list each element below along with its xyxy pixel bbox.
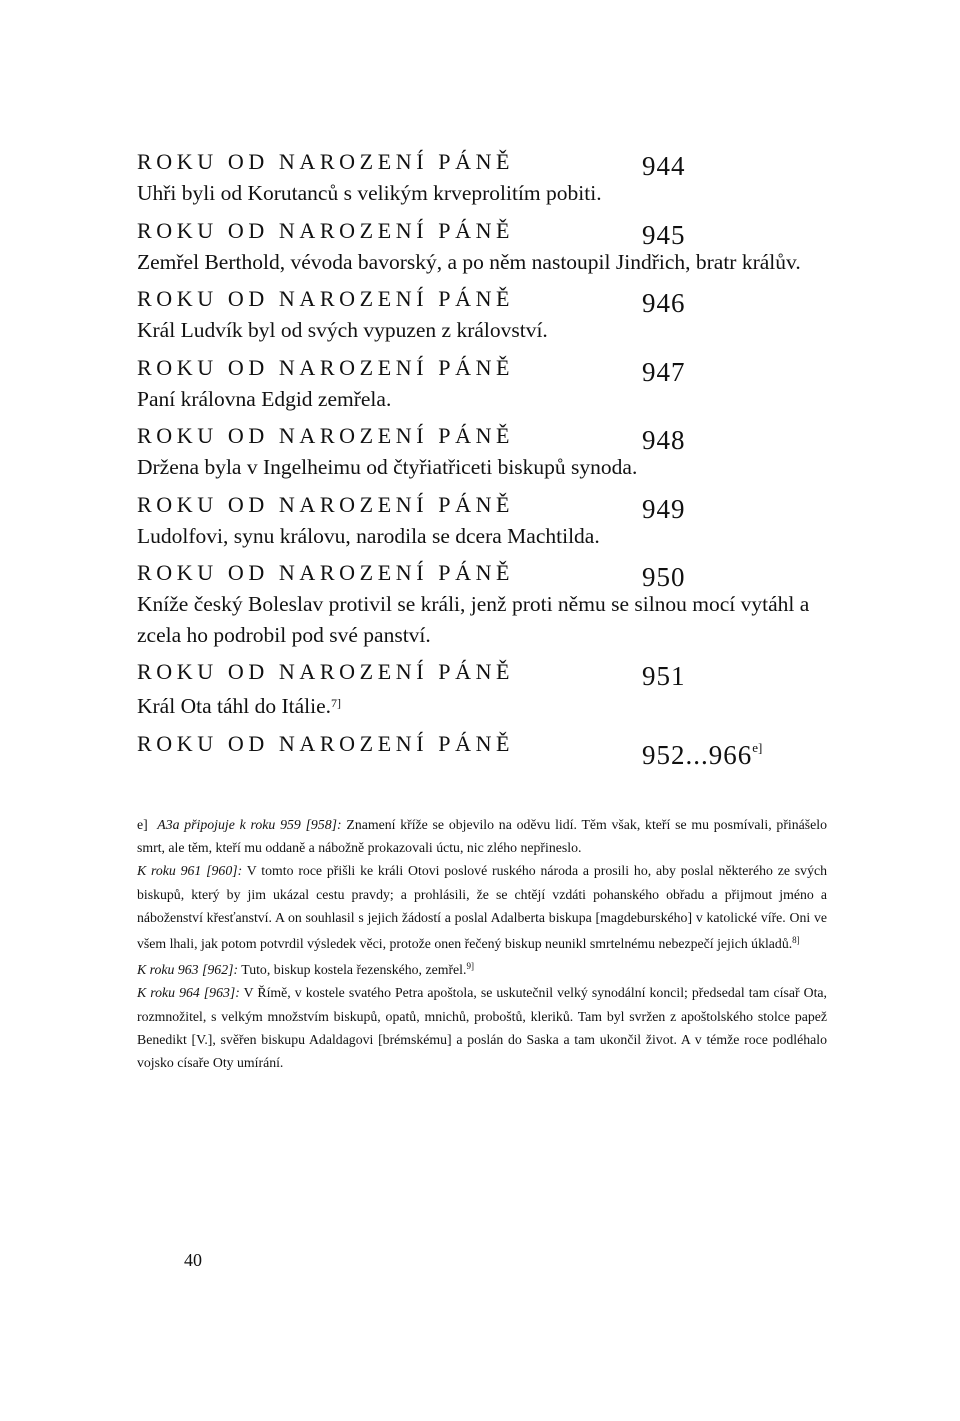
entry-945 <box>137 211 837 278</box>
heading-label: ROKU OD NAROZENÍ PÁNĚ <box>137 730 515 756</box>
entry-year: 950 <box>642 562 686 592</box>
entry-text: Kníže český Boleslav protivil se králi, jenž proti němu se silnou mocí vytáhl a zcela ho podrobil pod své panství. <box>137 592 810 647</box>
heading-label: ROKU OD NAROZENÍ PÁNĚ <box>137 560 515 585</box>
entry-heading <box>137 142 837 182</box>
entry-heading <box>137 652 837 692</box>
footnote-intro: K roku 961 [960]: <box>137 863 243 879</box>
footnote-963 <box>137 955 827 981</box>
footnote-ref: 9] <box>466 961 474 972</box>
entry-year: 949 <box>642 493 686 524</box>
entry-947 <box>137 348 837 415</box>
entry-949 <box>137 485 837 552</box>
footnote-e <box>137 813 827 859</box>
footnote-body: V tomto roce přišli ke králi Otovi poslové ruského národa a prosili ho, aby poslal některého ze svých biskupů, který by jim ukázal cestu pravdy; a prohlásili, že se chtějí vzdáti pohanského obřadu a přijmout jméno a náboženství křesťanství. A on souhlasil s jejich žádostí a poslal Adalberta biskupa [magdeburského] v katolické víře. Oni ve všem lhali, jak potom potvrdil výsledek věci, protože onen řečený biskup neunikl smrtelnému nebezpečí jejich úkladů. <box>137 863 827 952</box>
footnote-intro: K roku 964 [963]: <box>137 985 240 1001</box>
entry-952-966 <box>137 724 837 770</box>
entry-951 <box>137 652 837 722</box>
footnote-intro: K roku 963 [962]: <box>137 962 239 978</box>
entry-text: Držena byla v Ingelheimu od čtyřiatřiceti biskupů synoda. <box>137 455 638 479</box>
entry-year: 951 <box>642 661 686 691</box>
heading-label: ROKU OD NAROZENÍ PÁNĚ <box>137 354 515 380</box>
chronicle-entries <box>137 142 837 770</box>
page-number: 40 <box>184 1250 202 1270</box>
entry-year: 947 <box>642 356 686 387</box>
entry-year: $952...966^{e]}$ <box>642 739 763 770</box>
entry-year: 945 <box>642 219 686 250</box>
entry-year: 946 <box>642 288 686 318</box>
entry-heading <box>137 485 837 525</box>
entry-heading <box>137 279 837 319</box>
entry-year: 944 <box>642 151 686 181</box>
entry-text: Paní královna Edgid zemřela. <box>137 386 392 411</box>
footnote-961 <box>137 859 827 955</box>
entry-text: Král Ota táhl do Itálie.$^{7]}$ <box>137 694 342 718</box>
footnote-body: V Římě, v kostele svatého Petra apoštola, se uskutečnil velký synodální koncil; předsedal tam císař Ota, rozmnožitel, s velkým množstvím biskupů, opatů, mnichů, proboštů, kleriků. Tam byl svržen z apoštolského stolce papež Benedikt [V.], svěřen biskupu Adaldagovi [brémskému] a poslán do Saska a tam ukončil život. A v témže roce podléhalo vojsko císaře Oty umírání. <box>137 985 827 1071</box>
entry-year: 948 <box>642 425 686 455</box>
entry-946 <box>137 279 837 346</box>
heading-label: ROKU OD NAROZENÍ PÁNĚ <box>137 491 515 517</box>
footnote-mark: e] <box>137 817 148 832</box>
footnote-intro: A3a připojuje k roku 959 [958]: <box>157 817 342 832</box>
footnote-ref: e] <box>752 739 763 755</box>
entry-text: Král Ludvík byl od svých vypuzen z království. <box>137 318 548 342</box>
entry-944 <box>137 142 837 209</box>
footnote-964 <box>137 981 827 1074</box>
heading-label: ROKU OD NAROZENÍ PÁNĚ <box>137 659 515 684</box>
entry-heading <box>137 724 837 770</box>
footnote-ref: 8] <box>792 935 800 946</box>
entry-heading <box>137 211 837 251</box>
entry-text: Uhři byli od Korutanců s velikým krveprolitím pobiti. <box>137 181 602 205</box>
footnote-ref: 7] <box>331 696 342 710</box>
heading-label: ROKU OD NAROZENÍ PÁNĚ <box>137 217 515 243</box>
footnotes <box>137 813 827 1074</box>
heading-label: ROKU OD NAROZENÍ PÁNĚ <box>137 286 515 311</box>
footnote-body: Znamení kříže se objevilo na oděvu lidí. Těm však, kteří se mu posmívali, přinášelo smrt, ale těm, kteří mu oddaně a nábožně prokazovali úctu, nic zlého nepřineslo. <box>137 817 827 856</box>
heading-label: ROKU OD NAROZENÍ PÁNĚ <box>137 149 515 174</box>
entry-950 <box>137 553 837 650</box>
heading-label: ROKU OD NAROZENÍ PÁNĚ <box>137 423 515 448</box>
entry-heading <box>137 416 837 456</box>
entry-text: Ludolfovi, synu královu, narodila se dcera Machtilda. <box>137 523 600 548</box>
entry-heading <box>137 553 837 593</box>
footnote-body: Tuto, biskup kostela řezenského, zemřel. <box>238 962 467 978</box>
entry-text: Zemřel Berthold, vévoda bavorský, a po něm nastoupil Jindřich, bratr králův. <box>137 249 801 274</box>
entry-heading <box>137 348 837 388</box>
entry-948 <box>137 416 837 483</box>
